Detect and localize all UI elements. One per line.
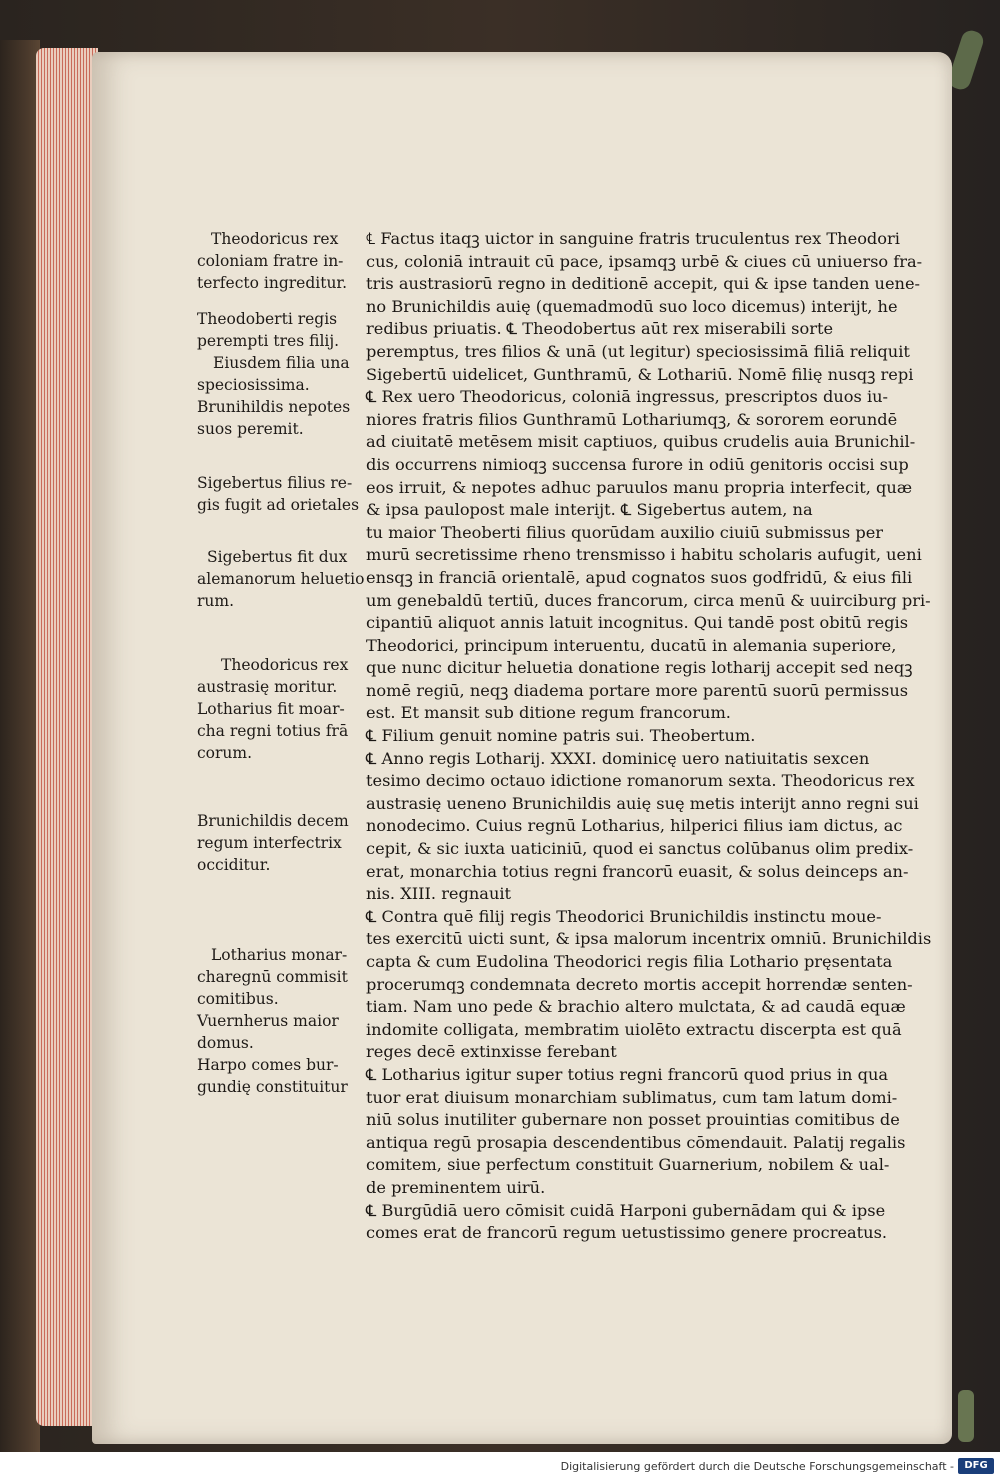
margin-note-line: charegnū commisit — [197, 968, 348, 986]
text-line: murū secretissime rheno trensmisso i habitu scholaris aufugit, ueni — [366, 545, 922, 565]
text-line: tiam. Nam uno pede & brachio altero mulctata, & ad caudā equæ — [366, 997, 906, 1017]
margin-note-line: Theodoricus rex — [221, 656, 349, 674]
text-line: ℄ Factus itaqꝫ uictor in sanguine fratris truculentus rex Theodori — [366, 229, 900, 248]
text-line: ℄ Filium genuit nomine patris sui. Theobertum. — [366, 726, 756, 746]
text-line: niū solus inutiliter gubernare non posset prouintias comitibus de — [366, 1110, 900, 1130]
text-line: ad ciuitatē metēsem misit captiuos, quibus crudelis auia Brunichil- — [366, 432, 916, 452]
text-line: comes erat de francorū regum uetustissimo genere procreatus. — [366, 1223, 888, 1243]
margin-note-line: Theodoricus rex — [211, 230, 339, 248]
text-line: peremptus, tres filios & unā (ut legitur) speciosissimā filiā reliquit — [366, 341, 910, 361]
margin-note-line: gis fugit ad orietales — [197, 496, 360, 514]
margin-note-line: perempti tres filij. — [197, 332, 340, 350]
margin-note-line: Theodoberti regis — [197, 310, 338, 328]
margin-note-line: Lotharius fit moar- — [197, 700, 345, 718]
margin-note-line: Brunihildis nepotes — [197, 398, 351, 416]
margin-note — [197, 472, 360, 516]
text-line: nis. XIII. regnauit — [366, 884, 512, 904]
text-line: redibus priuatis. ℄ Theodobertus aūt rex miserabili sorte — [366, 319, 834, 339]
margin-note-line: domus. — [197, 1034, 254, 1052]
text-line: procerumqꝫ condemnata decreto mortis accepit horrendæ senten- — [366, 974, 913, 994]
margin-note-line: terfecto ingreditur. — [197, 274, 348, 292]
text-line: ℄ Contra quē filij regis Theodorici Brunichildis instinctu moue- — [366, 906, 882, 926]
text-line: cus, coloniā intrauit cū pace, ipsamqꝫ urbē & ciues cū uniuerso fra- — [366, 251, 923, 271]
text-line: ℄ Burgūdiā uero cōmisit cuidā Harponi gubernādam qui & ipse — [366, 1200, 886, 1220]
margin-note-line: rum. — [197, 592, 235, 610]
margin-note-line: corum. — [197, 744, 253, 762]
margin-note-line: Harpo comes bur- — [197, 1056, 339, 1074]
text-line: que nunc dicitur heluetia donatione regis lotharij accepit sed neqꝫ — [366, 658, 913, 678]
text-line: dis occurrens nimioqꝫ succensa furore in odiū genitoris occisi sup — [366, 454, 909, 474]
funding-credit: Digitalisierung gefördert durch die Deutsche Forschungsgemeinschaft - — [560, 1460, 954, 1473]
text-line: eos irruit, & nepotes adhuc paruulos manu propria interfecit, quæ — [366, 477, 913, 497]
margin-note-line: cha regni totius frā — [197, 722, 349, 740]
text-line: comitem, siue perfectum constituit Guarnerium, nobilem & ual- — [366, 1155, 890, 1175]
text-line: tes exercitū uicti sunt, & ipsa malorum incentrix omniū. Brunichildis — [366, 929, 932, 949]
margin-note-line: Lotharius monar- — [211, 946, 348, 964]
margin-note-line: Eiusdem filia una — [213, 354, 350, 372]
margin-note-line: speciosissima. — [197, 376, 310, 394]
margin-notes — [197, 228, 365, 1098]
text-line: tuor erat diuisum monarchiam sublimatus, cum tam latum domi- — [366, 1087, 898, 1107]
margin-note-line: regum interfectrix — [197, 834, 342, 852]
margin-note-line: suos peremit. — [197, 420, 304, 438]
text-line: tesimo decimo octauo idictione romanorum sexta. Theodoricus rex — [366, 771, 915, 791]
text-line: Theodorici, principum interuentu, ducatū in alemania superiore, — [366, 635, 897, 655]
text-line: capta & cum Eudolina Theodorici regis filia Lothario pręsentata — [366, 952, 893, 971]
margin-note-line: occiditur. — [197, 856, 271, 874]
text-line: no Brunichildis auię (quemadmodū suo loco dicemus) interijt, he — [366, 296, 898, 316]
margin-note-line: coloniam fratre in- — [197, 252, 344, 270]
main-text-block — [366, 228, 932, 1245]
text-line: de preminentem uirū. — [366, 1177, 546, 1197]
text-line: est. Et mansit sub ditione regum francorum. — [366, 703, 731, 723]
text-line: ensqꝫ in franciā orientalē, apud cognatos suos godfridū, & eius fili — [366, 567, 913, 587]
text-line: tris austrasiorū regno in deditionē accepit, qui & ipse tanden uene- — [366, 274, 921, 294]
text-line: indomite colligata, membratim uiolēto extractu discerpta est quā — [366, 1019, 902, 1039]
text-line: Sigebertū uidelicet, Gunthramū, & Lothariū. Nomē filię nusqꝫ repi — [366, 364, 914, 384]
text-line: tu maior Theoberti filius quorūdam auxilio ciuiū submissus per — [366, 522, 884, 542]
text-line: ℄ Anno regis Lotharij. XXXI. dominicę uero natiuitatis sexcen — [366, 748, 870, 768]
text-line: um genebaldū tertiū, duces francorum, circa menū & uuirciburg pri- — [366, 590, 931, 610]
text-line: austrasię ueneno Brunichildis auię suę metis interijt anno regni sui — [366, 793, 919, 813]
margin-note — [197, 944, 357, 1098]
margin-note — [197, 654, 357, 764]
bookmark-ribbon-bottom — [958, 1390, 974, 1442]
margin-note-line: Sigebertus filius re- — [197, 474, 353, 492]
text-line: ℄ Rex uero Theodoricus, coloniā ingressus, prescriptos duos iu- — [366, 387, 889, 407]
dfg-logo: DFG — [958, 1458, 994, 1474]
margin-note-line: Vuernherus maior — [197, 1012, 339, 1030]
margin-note-line: Sigebertus fit dux — [207, 548, 348, 566]
margin-note-line: gundię constituitur — [197, 1078, 348, 1096]
margin-note — [197, 228, 357, 294]
footer-bar — [0, 1452, 1000, 1482]
text-line: nomē regiū, neqꝫ diadema portare more parentū suorū permissus — [366, 680, 909, 700]
text-line: niores fratris filios Gunthramū Lothariumqꝫ, & sororem eorundē — [366, 409, 898, 429]
text-line: antiqua regū prosapia descendentibus cōmendauit. Palatij regalis — [366, 1132, 906, 1152]
margin-note-line: comitibus. — [197, 990, 279, 1008]
text-line: & ipsa paulopost male interijt. ℄ Sigebertus autem, na — [366, 500, 813, 520]
margin-note — [197, 546, 365, 612]
text-line: ℄ Lotharius igitur super totius regni francorū quod prius in qua — [366, 1064, 889, 1084]
page-fore-edge — [36, 48, 98, 1426]
margin-note — [197, 810, 357, 876]
book-cover-edge — [0, 40, 40, 1452]
margin-note-line: austrasię moritur. — [197, 678, 338, 696]
text-line: erat, monarchia totius regni francorū euasit, & solus deinceps an- — [366, 861, 909, 881]
text-line: cipantiū aliquot annis latuit incognitus. Qui tandē post obitū regis — [366, 613, 909, 633]
margin-note — [197, 308, 357, 440]
text-line: reges decē extinxisse ferebant — [366, 1042, 617, 1062]
text-line: nonodecimo. Cuius regnū Lotharius, hilperici filius iam dictus, ac — [366, 816, 903, 836]
text-line: cepit, & sic iuxta uaticiniū, quod ei sanctus colūbanus olim predix- — [366, 839, 914, 859]
margin-note-line: alemanorum heluetio — [197, 570, 365, 588]
margin-note-line: Brunichildis decem — [197, 812, 349, 830]
